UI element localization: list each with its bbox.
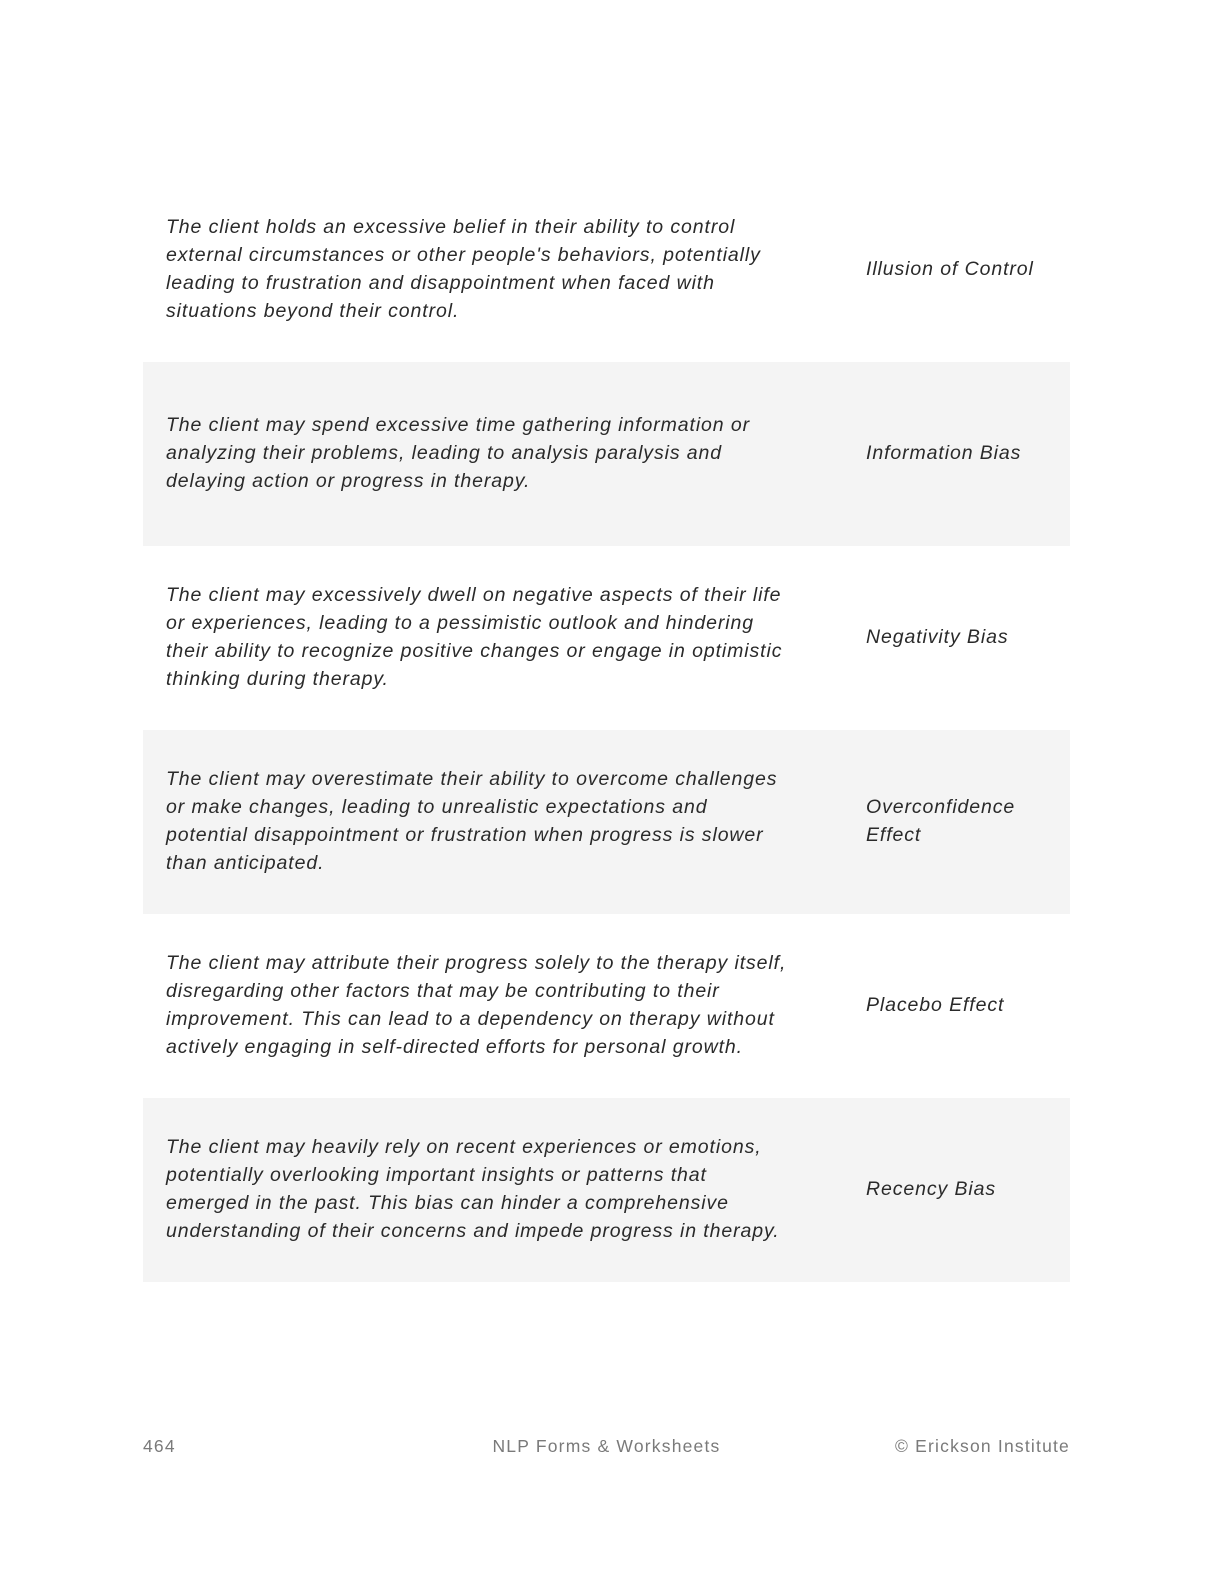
row-bias-name: Information Bias [866, 442, 1022, 465]
table-row [143, 730, 1070, 914]
table-row [143, 362, 1070, 546]
bias-table [143, 178, 1070, 1282]
row-description: The client holds an excessive belief in their ability to control external circumstances or other people's behaviors, potentially leading to frustration and disappointment when faced with situations beyond their control. [166, 216, 761, 322]
row-description: The client may excessively dwell on negative aspects of their life or experiences, leading to a pessimistic outlook and hindering their ability to recognize positive changes or engage in optimistic thinking during therapy. [166, 584, 783, 690]
footer-copyright: © Erickson Institute [894, 1436, 1070, 1456]
row-description: The client may heavily rely on recent experiences or emotions, potentially overlooking important insights or patterns that emerged in the past. This bias can hinder a comprehensive understanding of their concerns and impede progress in therapy. [166, 1136, 780, 1242]
row-description: The client may overestimate their ability to overcome challenges or make changes, leading to unrealistic expectations and potential disappointment or frustration when progress is slower than anticipated. [166, 768, 778, 874]
page-number: 464 [143, 1436, 176, 1456]
row-description: The client may attribute their progress solely to the therapy itself, disregarding other factors that may be contributing to their improvement. This can lead to a dependency on therapy without actively engaging in self-directed efforts for personal growth. [166, 952, 787, 1058]
row-bias-name: Placebo Effect [866, 994, 1005, 1017]
row-bias-name: Overconfidence Effect [866, 796, 1016, 846]
table-row [143, 178, 1070, 362]
table-row [143, 914, 1070, 1098]
page-footer [143, 1436, 1070, 1462]
table-row [143, 546, 1070, 730]
row-description: The client may spend excessive time gathering information or analyzing their problems, leading to analysis paralysis and delaying action or progress in therapy. [166, 414, 751, 492]
table-row [143, 1098, 1070, 1282]
footer-title: NLP Forms & Worksheets [492, 1436, 721, 1456]
row-bias-name: Negativity Bias [866, 626, 1009, 649]
row-bias-name: Illusion of Control [866, 258, 1034, 281]
row-bias-name: Recency Bias [866, 1178, 997, 1201]
